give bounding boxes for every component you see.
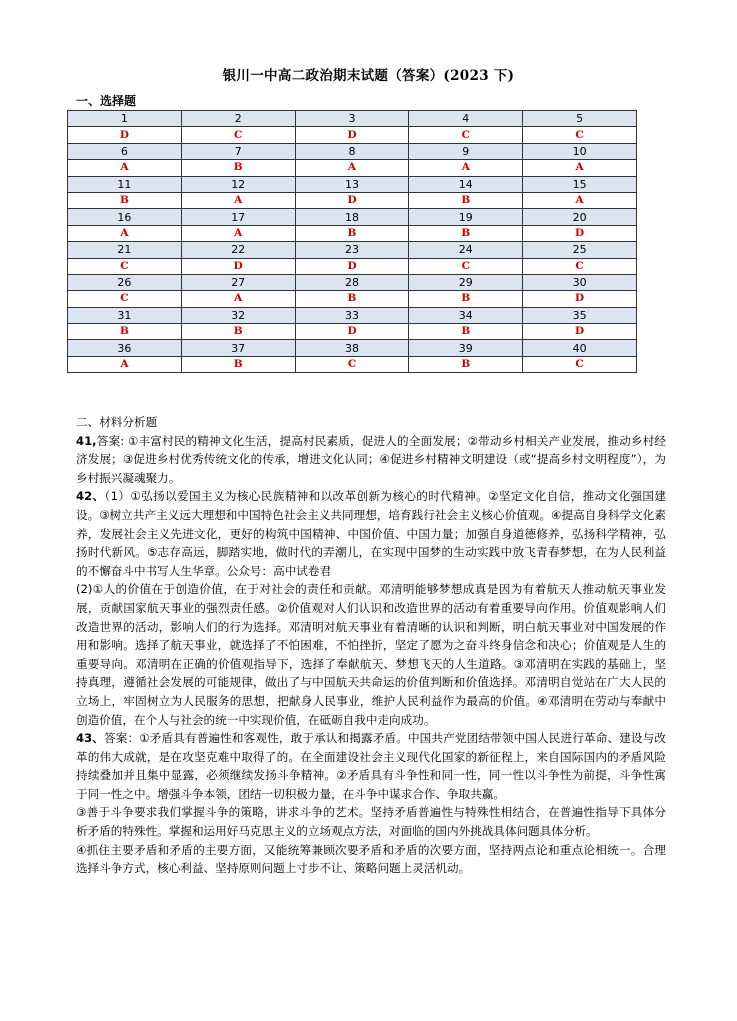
question-number-row <box>68 307 637 323</box>
answer-letter-row <box>68 192 637 208</box>
question-number-cell: 12 <box>181 176 295 192</box>
answer-letter-cell: C <box>68 258 182 274</box>
question-number-row <box>68 340 637 356</box>
question-number-cell: 30 <box>523 274 637 290</box>
answer-letter-cell: B <box>295 225 409 241</box>
answer-41-text: 答案: ①丰富村民的精神文化生活，提高村民素质，促进人的全面发展；②带动乡村相关产业发展，推动乡村经济发展；③促进乡村优秀传统文化的传承，增进文化认同；④促进乡村精神文明建设（或“提高乡村文明程度”），为乡村振兴凝魂聚力。 <box>76 433 666 485</box>
answer-letter-cell: C <box>523 258 637 274</box>
question-number-cell: 22 <box>181 242 295 258</box>
question-number-cell: 29 <box>409 274 523 290</box>
answer-letter-cell: A <box>68 160 182 176</box>
answer-43-part1-text: 答案：①矛盾具有普遍性和客观性，敢于承认和揭露矛盾。中国共产党团结带领中国人民进行革命、建设与改革的伟大成就，是在攻坚克难中取得了的。在全面建设社会主义现代化国家的新征程上，来自国际国内的矛盾风险持续叠加并且集中显露，必须继续发扬斗争精神。②矛盾具有斗争性和同一性，同一性以斗争性为前提，斗争性寓于同一性之中。增强斗争本领，团结一切积极力量，在斗争中谋求合作、争取共赢。 <box>76 731 666 801</box>
answer-letter-row <box>68 225 637 241</box>
question-number-row <box>68 209 637 225</box>
answer-42-part2: (2)①人的价值在于创造价值，在于对社会的责任和贡献。邓清明能够梦想成真是因为有着航天人推动航天事业发展，贡献国家航天事业的强烈责任感。②价值观对人们认识和改造世界的活动有着重要导向作用。价值观影响人们改造世界的活动，影响人们的行为选择。邓清明对航天事业有着清晰的认识和判断，明白航天事业对中国发展的作用和影响。选择了航天事业，就选择了不怕困难，不怕挫折，坚定了愿为之奋斗终身信念和决心；价值观是人生的重要导向。邓清明在正确的价值观指导下，选择了奉献航天、梦想飞天的人生道路。③邓清明在实践的基础上，坚持真理，遵循社会发展的可能规律，做出了与中国航天共命运的价值判断和价值选择。邓清明自觉站在广大人民的立场上，牢固树立为人民服务的思想，把献身人民事业，维护人民利益作为最高的价值。④邓清明在劳动与奉献中创造价值，在个人与社会的统一中实现价值，在砥砺自我中走向成功。 <box>76 582 666 727</box>
answer-letter-cell: A <box>68 225 182 241</box>
answer-43-part1 <box>76 729 666 803</box>
label-separator: , <box>92 433 97 448</box>
answer-letter-row <box>68 356 637 372</box>
answer-letter-cell: C <box>295 356 409 372</box>
answer-table <box>67 110 637 373</box>
question-number-43: 43 <box>76 731 93 746</box>
answer-letter-cell: B <box>409 225 523 241</box>
question-number-cell: 33 <box>295 307 409 323</box>
answer-letter-cell: A <box>181 291 295 307</box>
answer-letter-row <box>68 258 637 274</box>
answer-letter-cell: B <box>181 160 295 176</box>
answer-letter-row <box>68 324 637 340</box>
question-number-cell: 32 <box>181 307 295 323</box>
answer-letter-cell: A <box>523 192 637 208</box>
question-number-cell: 5 <box>523 111 637 127</box>
question-number-row <box>68 274 637 290</box>
question-number-cell: 18 <box>295 209 409 225</box>
question-number-cell: 26 <box>68 274 182 290</box>
answer-letter-cell: D <box>523 291 637 307</box>
answer-letter-row <box>68 127 637 143</box>
question-number-41: 41 <box>76 433 93 448</box>
question-number-cell: 28 <box>295 274 409 290</box>
answer-letter-cell: C <box>68 291 182 307</box>
answer-letter-cell: D <box>295 324 409 340</box>
section-heading-choice: 一、选择题 <box>76 94 137 108</box>
answer-letter-cell: B <box>409 324 523 340</box>
answer-letter-row <box>68 291 637 307</box>
question-number-cell: 21 <box>68 242 182 258</box>
answer-letter-cell: D <box>295 192 409 208</box>
question-number-cell: 24 <box>409 242 523 258</box>
question-number-cell: 17 <box>181 209 295 225</box>
question-number-cell: 39 <box>409 340 523 356</box>
answer-letter-cell: A <box>181 192 295 208</box>
answer-letter-cell: B <box>409 192 523 208</box>
question-number-cell: 20 <box>523 209 637 225</box>
answer-letter-cell: A <box>295 160 409 176</box>
question-number-cell: 37 <box>181 340 295 356</box>
question-number-cell: 4 <box>409 111 523 127</box>
answer-letter-cell: B <box>181 356 295 372</box>
question-number-cell: 11 <box>68 176 182 192</box>
question-number-cell: 8 <box>295 143 409 159</box>
answer-43-part3: ④抓住主要矛盾和矛盾的主要方面，又能统筹兼顾次要矛盾和矛盾的次要方面，坚持两点论和重点论相统一。合理选择斗争方式，核心利益、坚持原则问题上寸步不让、策略问题上灵活机动。 <box>76 842 666 876</box>
answer-letter-cell: D <box>68 127 182 143</box>
answer-letter-cell: D <box>295 127 409 143</box>
label-separator: 、 <box>92 731 105 746</box>
question-number-42: 42 <box>76 489 93 504</box>
answer-letter-cell: B <box>409 356 523 372</box>
answer-43-part2: ③善于斗争要求我们掌握斗争的策略，讲求斗争的艺术。坚持矛盾普遍性与特殊性相结合，在普遍性指导下具体分析矛盾的特殊性。掌握和运用好马克思主义的立场观点方法，对面临的国内外挑战具体问题具体分析。 <box>76 805 666 839</box>
answer-letter-cell: B <box>68 192 182 208</box>
question-number-cell: 6 <box>68 143 182 159</box>
answer-letter-cell: A <box>68 356 182 372</box>
answer-letter-cell: B <box>68 324 182 340</box>
answer-42-part1 <box>76 487 666 580</box>
answer-letter-cell: A <box>409 160 523 176</box>
answer-letter-cell: D <box>181 258 295 274</box>
question-number-cell: 38 <box>295 340 409 356</box>
answer-letter-cell: C <box>409 127 523 143</box>
answer-letter-cell: D <box>295 258 409 274</box>
question-number-cell: 19 <box>409 209 523 225</box>
question-number-cell: 35 <box>523 307 637 323</box>
question-number-cell: 27 <box>181 274 295 290</box>
question-number-cell: 1 <box>68 111 182 127</box>
question-number-row <box>68 242 637 258</box>
question-number-cell: 25 <box>523 242 637 258</box>
question-number-row <box>68 111 637 127</box>
answer-letter-cell: B <box>295 291 409 307</box>
question-number-cell: 13 <box>295 176 409 192</box>
question-number-cell: 10 <box>523 143 637 159</box>
answer-letter-cell: C <box>409 258 523 274</box>
answer-letter-cell: D <box>523 225 637 241</box>
question-number-cell: 36 <box>68 340 182 356</box>
question-number-row <box>68 176 637 192</box>
question-number-cell: 2 <box>181 111 295 127</box>
question-number-cell: 15 <box>523 176 637 192</box>
question-number-cell: 3 <box>295 111 409 127</box>
answer-letter-cell: B <box>181 324 295 340</box>
question-number-cell: 14 <box>409 176 523 192</box>
answer-letter-cell: C <box>523 356 637 372</box>
question-number-cell: 23 <box>295 242 409 258</box>
answer-letter-row <box>68 160 637 176</box>
label-separator: 、 <box>92 489 105 504</box>
answer-letter-cell: D <box>523 324 637 340</box>
page-title: 银川一中高二政治期末试题（答案）(2023 下) <box>222 68 515 84</box>
answer-letter-cell: A <box>181 225 295 241</box>
answer-42-part1-text: （1）①弘扬以爱国主义为核心民族精神和以改革创新为核心的时代精神。②坚定文化自信，推动文化强国建设。③树立共产主义远大理想和中国特色社会主义共同理想，培育践行社会主义核心价值观。④提高自身科学文化素养，发展社会主义先进文化，更好的构筑中国精神、中国价值、中国力量；加强自身道德修养，弘扬科学精神，弘扬时代新风。⑤志存高远，脚踏实地，做时代的弄潮儿，在实现中国梦的生动实践中放飞青春梦想，在为人民利益的不懈奋斗中书写人生华章。公众号：高中试卷君 <box>76 489 666 578</box>
answer-41 <box>76 432 666 488</box>
answer-letter-cell: C <box>523 127 637 143</box>
question-number-cell: 7 <box>181 143 295 159</box>
answer-letter-cell: A <box>523 160 637 176</box>
question-number-cell: 9 <box>409 143 523 159</box>
question-number-cell: 40 <box>523 340 637 356</box>
question-number-row <box>68 143 637 159</box>
section-heading-analysis: 二、材料分析题 <box>76 415 158 429</box>
question-number-cell: 34 <box>409 307 523 323</box>
question-number-cell: 31 <box>68 307 182 323</box>
answer-letter-cell: B <box>409 291 523 307</box>
question-number-cell: 16 <box>68 209 182 225</box>
answer-letter-cell: C <box>181 127 295 143</box>
analysis-section <box>76 413 666 878</box>
